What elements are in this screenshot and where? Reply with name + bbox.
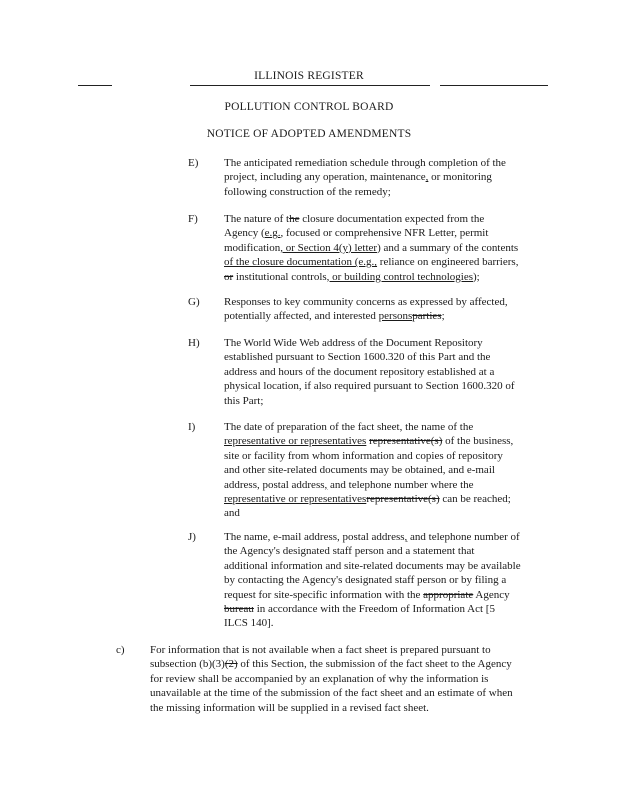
text-run: address, postal address (224, 478, 325, 491)
item-label: F) (188, 213, 198, 225)
notice-title: NOTICE OF ADOPTED AMENDMENTS (206, 128, 412, 140)
text-line (224, 478, 554, 492)
text-run: the missing information will be supplied in a revised fact sheet. (150, 701, 429, 714)
text-run: physical location, if also required pursuant to Section 1600.320 of (224, 380, 515, 393)
text-run: can be reached; (439, 493, 511, 506)
header-rule-center (190, 85, 430, 86)
inserted-text: , (404, 531, 408, 543)
text-run: The anticipated remediation schedule through completion of the (224, 157, 506, 169)
inserted-text: , (425, 171, 429, 184)
text-run: ILCS 140]. (224, 617, 274, 630)
item-text (224, 420, 554, 521)
text-run: for review shall be accompanied by an explanation of why the information is (150, 672, 489, 685)
text-line (224, 559, 554, 573)
section-c-label: c) (116, 644, 125, 656)
text-run: subsection (b)(3) (150, 658, 225, 671)
deleted-text: appropriate (423, 588, 474, 601)
deleted-text: he (289, 213, 300, 225)
text-line (224, 434, 554, 448)
text-run: the Agency's designated staff person and a statement that (224, 545, 475, 558)
text-line (150, 672, 590, 686)
deleted-text: representative(s) (366, 493, 440, 506)
text-line (224, 170, 554, 184)
inserted-text: , or Section 4(y) letter (280, 241, 378, 254)
text-line (150, 701, 590, 715)
text-line (224, 270, 554, 284)
text-line (224, 379, 554, 393)
register-title: ILLINOIS REGISTER (254, 70, 364, 82)
text-run: of the business, (442, 435, 514, 448)
deleted-text: representative(s) (369, 435, 443, 448)
text-line (224, 350, 554, 364)
deleted-text: bureau (224, 603, 254, 616)
section-c-text (150, 643, 590, 715)
item-text (224, 156, 554, 199)
text-run: modification (224, 241, 281, 254)
deleted-text: parties (412, 310, 442, 323)
text-line (224, 492, 554, 506)
text-run: site or facility from whom information and copies of repository (224, 449, 503, 462)
text-run: ) and a summary of the contents (377, 241, 519, 254)
text-run: of this Section, the submission of the fact sheet to the Agency (237, 658, 512, 671)
item-label: G) (188, 296, 200, 308)
text-line (150, 643, 590, 657)
item-label: I) (188, 421, 196, 433)
text-run: potentially affected, and interested (224, 310, 379, 323)
text-run: and telephone number of (407, 531, 520, 543)
text-run: ; (441, 310, 445, 323)
item-text (224, 295, 554, 324)
text-line (224, 394, 554, 408)
item-text (224, 336, 554, 408)
text-line (224, 295, 554, 309)
inserted-text: representative or representatives (224, 435, 367, 448)
inserted-text: persons (378, 310, 413, 323)
text-run: Agency (473, 588, 510, 601)
text-line (150, 657, 590, 671)
text-run: following construction of the remedy; (224, 185, 391, 198)
text-line (224, 602, 554, 616)
header-rule-right (440, 85, 548, 86)
text-line (224, 309, 554, 323)
inserted-text: representative or representatives (224, 493, 367, 506)
text-run: request for site-specific information with the (224, 588, 424, 601)
inserted-text: , or building control technologies (326, 270, 474, 283)
inserted-text: e.g. (264, 227, 281, 240)
text-run: , focused or comprehensive NFR Letter, permit (280, 227, 489, 240)
text-run: address and hours of the document repository established at a (224, 365, 495, 378)
text-run: institutional controls (233, 270, 327, 283)
text-line (224, 506, 554, 520)
text-line (224, 420, 554, 434)
text-run: Responses to key community concerns as expressed by affected, (224, 296, 508, 308)
text-line (224, 156, 554, 170)
text-line (224, 226, 554, 240)
board-title: POLLUTION CONTROL BOARD (224, 101, 394, 113)
inserted-text: , (324, 478, 328, 491)
text-line (224, 241, 554, 255)
deleted-text: (2) (224, 658, 238, 671)
text-run: additional information and site-related documents may be available (224, 559, 521, 572)
text-run: this Part; (224, 394, 264, 407)
item-label: J) (188, 531, 196, 543)
text-line (224, 212, 554, 226)
text-line (150, 686, 590, 700)
item-label: E) (188, 157, 199, 169)
text-run: ); (473, 270, 480, 283)
text-run: Agency ( (224, 227, 265, 240)
text-run: or monitoring (428, 171, 492, 184)
text-line (224, 336, 554, 350)
text-run: in accordance with the Freedom of Information Act [5 (253, 603, 495, 616)
text-line (224, 616, 554, 630)
text-line (224, 588, 554, 602)
text-line (224, 463, 554, 477)
text-run: The World Wide Web address of the Document Repository (224, 337, 483, 349)
text-line (224, 365, 554, 379)
text-run: The name, e-mail address, postal address (224, 531, 405, 543)
deleted-text: or (224, 270, 234, 283)
text-line (224, 185, 554, 199)
text-line (224, 255, 554, 269)
text-line (224, 544, 554, 558)
text-run: and (224, 507, 240, 520)
text-run: project, including any operation, maintenance (224, 171, 426, 184)
text-run: and telephone number where the (327, 478, 474, 491)
text-run: For information that is not available when a fact sheet is prepared pursuant to (150, 644, 491, 656)
text-line (224, 573, 554, 587)
text-run: unavailable at the time of the submission of the fact sheet and an estimate of when (150, 687, 513, 700)
text-run: closure documentation expected from the (299, 213, 485, 225)
text-run: The date of preparation of the fact sheet, the name of the (224, 421, 474, 433)
item-label: H) (188, 337, 200, 349)
text-run: The nature of t (224, 213, 290, 225)
text-run: and other site-related documents may be obtained, and e-mail (224, 464, 495, 477)
inserted-text: of the closure documentation (e.g., (224, 256, 378, 269)
text-line (224, 449, 554, 463)
text-run: reliance on engineered barriers, (377, 256, 519, 269)
item-text (224, 212, 554, 284)
text-line (224, 530, 554, 544)
header-rule-left (78, 85, 112, 86)
text-run: established pursuant to Section 1600.320 of this Part and the (224, 351, 491, 364)
text-run: by contacting the Agency's designated staff person or by filing a (224, 574, 507, 587)
item-text (224, 530, 554, 631)
